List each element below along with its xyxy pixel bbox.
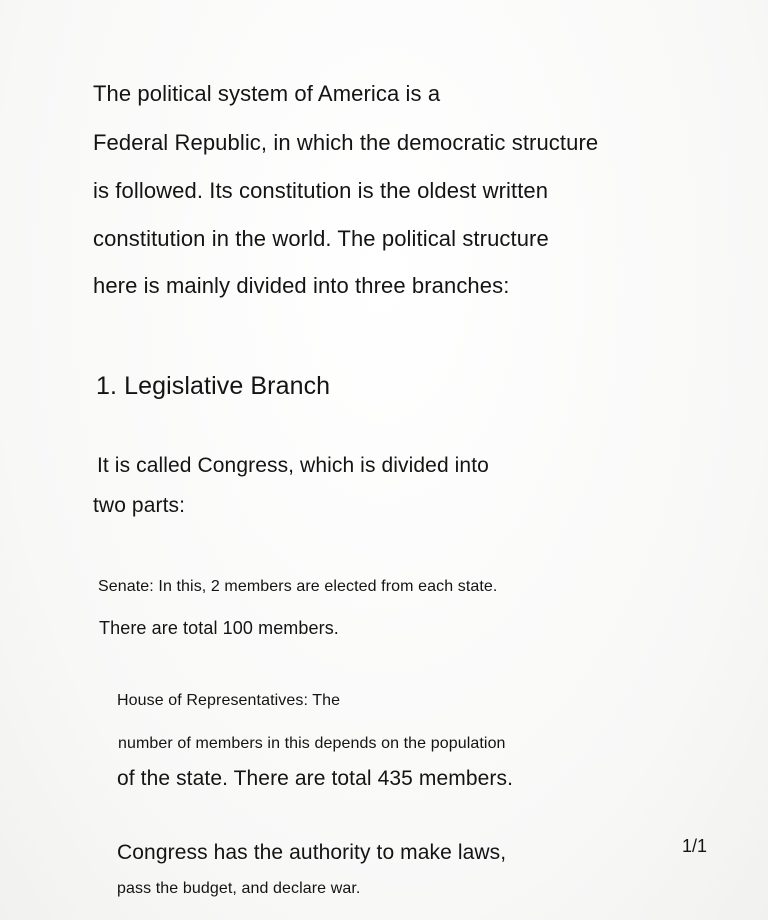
congress-intro-line-2: two parts: [93, 494, 186, 517]
page-number: 1/1 [682, 836, 708, 856]
congress-intro-line-1: It is called Congress, which is divided into [97, 454, 489, 477]
intro-line-4: constitution in the world. The political structure [93, 226, 549, 251]
intro-line-1: The political system of America is a [93, 81, 441, 106]
authority-line-1: Congress has the authority to make laws, [117, 841, 507, 864]
intro-line-3: is followed. Its constitution is the oldest written [93, 178, 549, 203]
intro-line-5: here is mainly divided into three branches: [93, 273, 510, 298]
house-line-1: House of Representatives: The [117, 692, 341, 709]
senate-line-1: Senate: In this, 2 members are elected from each state. [98, 578, 498, 595]
intro-line-2: Federal Republic, in which the democratic structure [93, 130, 599, 155]
senate-line-2: There are total 100 members. [99, 618, 339, 638]
authority-line-2: pass the budget, and declare war. [117, 880, 361, 897]
section-heading-legislative: 1. Legislative Branch [96, 372, 331, 400]
house-line-3: of the state. There are total 435 members. [117, 767, 514, 790]
house-line-2: number of members in this depends on the population [118, 735, 506, 752]
